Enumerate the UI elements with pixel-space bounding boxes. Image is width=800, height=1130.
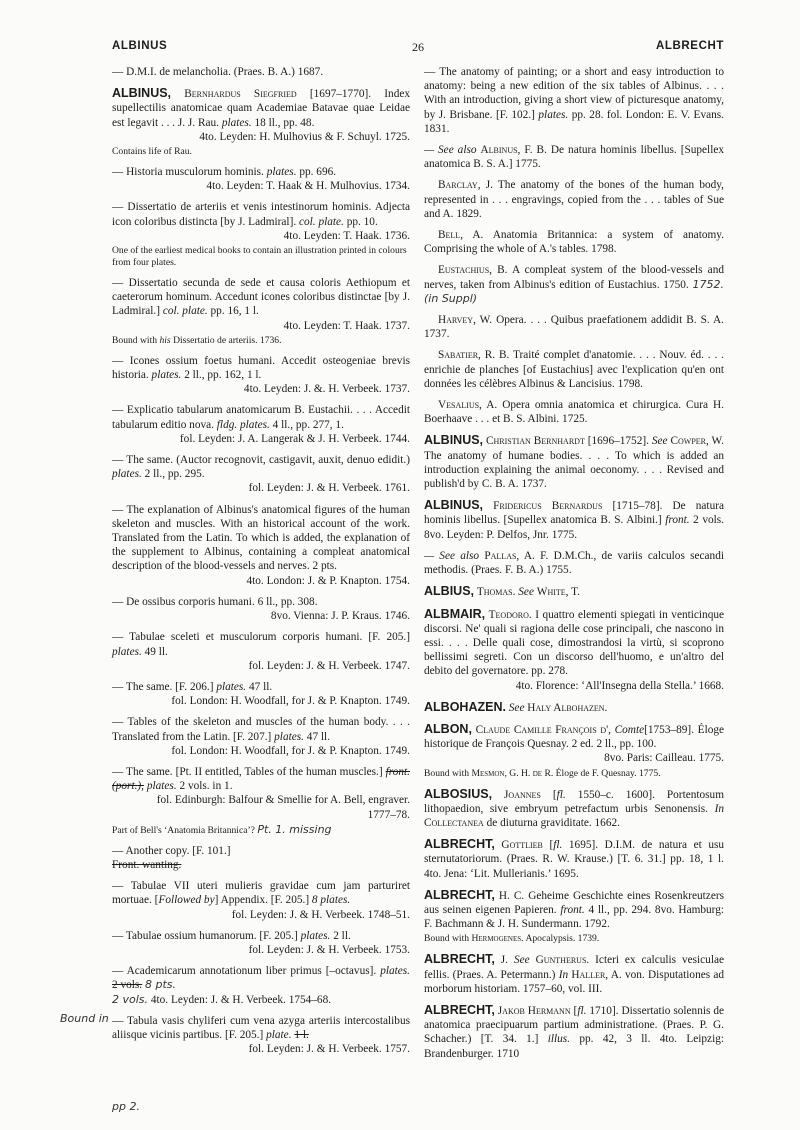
- catalog-entry: [112, 1014, 410, 1057]
- imprint: 4to. Jena: ‘Lit. Mullerianis.’ 1695.: [424, 867, 579, 880]
- entry-text: Geheime Geschichte eines Rosenkreutzers aus seinen eigenen Papieren.: [424, 889, 724, 916]
- cross-reference: White, T.: [536, 586, 581, 599]
- collation: 49 ll.: [144, 645, 168, 658]
- catalog-entry: [424, 607, 724, 693]
- author-name: J.: [500, 954, 509, 967]
- imprint: fol. Leyden: J. & H. Verbeek. 1761.: [248, 482, 410, 495]
- note-text: Éloge de F. Quesnay. 1775.: [555, 767, 661, 779]
- entry-text: Opera omnia anatomica et chirurgica. Cura H. Boerhaave . . . et B. S. Albini. 1725.: [424, 399, 724, 426]
- cross-reference: Eustachius, B.: [438, 264, 508, 277]
- collation: 2 vols. in 1.: [179, 780, 233, 793]
- catalog-entry: [112, 595, 410, 623]
- collation: 2 ll.: [333, 929, 351, 942]
- catalog-entry: [112, 276, 410, 347]
- imprint: fol. Leyden: J. A. Langerak & J. H. Verbeek. 1744.: [179, 432, 410, 445]
- entry-text: 1695]. D.I.M. de natura et usu sternutatoriorum. (Praes. R. W. Krause.) [T. 6. 31.] pp. 18, 1 l.: [424, 839, 725, 866]
- imprint: 4to. Florence: ‘All'Insegna della Stella.’ 1668.: [515, 679, 724, 692]
- catalog-entry: ALBRECHT, Jakob Hermann [fl. 1710]. Dissertatio solennis de anatomica praecipuarum partium administratione. (Praes. P. G. Schacher.) [T. 34. 1.] illus. pp. 42, 3 ll. 4to. Leipzig: Brandenburger. 1710: [424, 1002, 724, 1060]
- imprint: fol. Edinburgh: Balfour & Smellie for A. Bell, engraver.: [156, 794, 410, 807]
- entry-text: Followed by: [158, 894, 215, 907]
- entry-text: In: [558, 968, 569, 981]
- note-text: Hermogenes.: [471, 933, 524, 945]
- cross-reference: Cowper, W.: [670, 435, 724, 448]
- entry-text: ] Appendix. [F. 205.]: [214, 894, 310, 907]
- note: One of the earliest medical books to contain an illustration printed in colours from four plates.: [112, 245, 407, 269]
- plates-label: plates.: [538, 108, 569, 121]
- entry-text: — Academicarum annotationum liber primus [–octavus].: [112, 965, 377, 978]
- entry-text: The anatomy of the bones of the human body, represented in . . . engravings, copied from the . . . tables of Sue and A. 1829.: [424, 179, 725, 220]
- plates-label: plates.: [112, 468, 142, 481]
- collation: 4 ll., pp. 294.: [588, 903, 652, 916]
- entry-heading: ALBOSIUS,: [424, 786, 493, 801]
- entry-text: — Dissertatio de arteriis et venis intestinorum hominis. Adjecta icon coloribus distincta [by J. Ladmiral].: [112, 201, 410, 228]
- entry-heading: ALBON,: [424, 721, 472, 736]
- imprint: 8vo. Hamburg: F. Bachmann & J. H. Sundermann. 1792.: [424, 903, 725, 931]
- plates-label: plates.: [146, 780, 177, 793]
- entry-text: Anatomia Britannica: a system of anatomy. Comprising the whole of A.'s tables. 1798.: [424, 229, 725, 256]
- entry-text: A. von. Disputationes ad morborum historiam. 1757–60, vol. III.: [424, 968, 725, 995]
- plates-label: plates.: [274, 730, 304, 743]
- handwritten-annotation: 1752. (in Suppl): [424, 277, 724, 305]
- struck-text: 2 vols.: [112, 979, 143, 992]
- note-text: Part of Bell's ‘Anatomia Britannica’?: [112, 824, 255, 836]
- entry-text: — Tables of the skeleton and muscles of the human body. . . . Translated from the Latin. [F. 207.]: [112, 716, 410, 743]
- entry-text: A compleat system of the blood-vessels and nerves, taken from Albinus's edition of Eustachius. 1750.: [424, 264, 724, 291]
- entry-text: D.M.Ch., de variis calculos secandi methodis. (Praes. F. B. A.) 1755.: [424, 549, 724, 577]
- author-name: H. C.: [498, 889, 525, 902]
- note: [112, 824, 410, 837]
- imprint: 4to. Leyden: H. Mulhovius & F. Schuyl. 1725.: [199, 130, 410, 143]
- catalog-entry: [112, 86, 410, 158]
- note: [112, 335, 410, 347]
- note-text: Dissertatio de arteriis. 1736.: [173, 334, 282, 346]
- cross-reference: Albinus, F. B.: [480, 144, 547, 157]
- collation: pp. 28.: [571, 108, 604, 121]
- plates-label: plates.: [216, 680, 247, 693]
- plates-label: fldg. plates.: [216, 418, 270, 431]
- cross-reference-entry: [424, 398, 724, 426]
- note-text: his: [159, 334, 171, 346]
- imprint: fol. Leyden: J. & H. Verbeek. 1748–51.: [231, 908, 410, 921]
- plates-label: plates.: [112, 645, 142, 658]
- catalog-entry: [112, 354, 410, 397]
- struck-text: 1 l.: [294, 1028, 309, 1041]
- imprint: 2 vols. 8vo. Leyden: P. Delfos, Jnr. 1775.: [424, 514, 724, 541]
- catalog-entry: [112, 715, 410, 758]
- cross-reference: Collectanea: [424, 816, 484, 829]
- catalog-entry: ALBOSIUS, Joannes [fl. 1550–c. 1600]. Portentosum lithopaedion, sive embryum petrefactum urbis Senonensis. In Collectanea de diuturna graviditate. 1662.: [424, 786, 725, 829]
- collation: 2 ll., pp. 295.: [144, 468, 205, 481]
- catalog-entry: [112, 964, 410, 1007]
- catalog-entry: [424, 65, 724, 136]
- author-title: Comte: [614, 723, 645, 736]
- plates-label: plate.: [266, 1028, 292, 1041]
- imprint: fol. Leyden: J. & H. Verbeek. 1753.: [248, 943, 410, 956]
- entry-text: The anatomy of humane bodies. . . . To which is added an introduction explaining the animal oeconomy. . . . Revised and publish'd by C. B. A. 1737.: [424, 449, 724, 491]
- catalog-entry: [112, 165, 410, 193]
- entry-text: — The explanation of Albinus's anatomical figures of the human skeleton and muscles. With an historical account of the work. Translated from the Latin. To which is added, the explanation of the supplement to Albinus, containing a compleat anatomical description of the blood-vessels and nerves. 2 pts.: [112, 503, 410, 573]
- entry-heading: ALBIUS,: [424, 584, 474, 599]
- cross-reference: Guntherus.: [535, 954, 590, 967]
- catalog-entry: [424, 700, 724, 715]
- entry-text: — D.M.I. de melancholia. (Praes. B. A.) 1687.: [112, 66, 324, 78]
- entry-text: — Tabulae sceleti et musculorum corporis humani. [F. 205.]: [112, 631, 410, 644]
- floruit: fl.: [577, 1004, 587, 1017]
- catalog-entry: [424, 143, 724, 171]
- catalog-entry: [424, 888, 724, 946]
- author-name: Joannes: [504, 788, 541, 801]
- plates-label: illus.: [547, 1033, 571, 1046]
- imprint: 8vo. Paris: Cailleau. 1775.: [604, 752, 724, 765]
- entry-text: 1550–c. 1600]. Portentosum lithopaedion, sive embryum petrefactum urbis Senonensis.: [424, 788, 724, 815]
- collation: 18 ll., pp. 48.: [254, 116, 315, 129]
- entry-heading: ALBMAIR,: [424, 606, 486, 621]
- imprint: 4to. Leyden: T. Haak. 1736.: [283, 229, 410, 242]
- collation: pp. 42, 3 ll.: [579, 1033, 651, 1046]
- cross-reference: Haly Albohazen.: [527, 701, 608, 714]
- entry-text: — Tabula vasis chyliferi cum vena azyga arteriis intercostalibus aliisque vicinis partibus. [F. 205.]: [112, 1014, 410, 1041]
- catalog-entry: [112, 453, 410, 496]
- catalog-entry: [112, 844, 410, 872]
- catalog-entry: [112, 879, 410, 922]
- catalog-entry: [424, 549, 724, 577]
- author-name: Bernhardus Siegfried: [184, 88, 297, 101]
- see-also: See: [513, 954, 530, 967]
- running-head-left: ALBINUS: [112, 40, 168, 52]
- cross-reference-entry: [424, 263, 724, 306]
- cross-reference: Barclay, J.: [438, 179, 493, 192]
- plates-label: plates.: [221, 116, 252, 129]
- entry-text: — Explicatio tabularum anatomicarum B. Eustachii. . . . Accedit tabularum editio nova.: [112, 404, 410, 431]
- handwritten-margin-note: pp 2.: [112, 1100, 140, 1113]
- author-name: Claude Camille François d',: [475, 723, 611, 736]
- entry-text: [1696–1752].: [587, 435, 649, 448]
- imprint: fol. London: H. Woodfall, for J. & P. Knapton. 1749.: [171, 695, 410, 708]
- imprint: fol. Leyden: J. & H. Verbeek. 1757.: [248, 1043, 410, 1056]
- plates-label: plates.: [380, 965, 410, 978]
- entry-text: — Tabulae ossium humanorum. [F. 205.]: [112, 929, 298, 942]
- cross-reference: Sabatier, R. B.: [438, 349, 510, 362]
- imprint: fol. Leyden: J. & H. Verbeek. 1747.: [248, 659, 410, 672]
- handwritten-margin-note: Bound in: [60, 1012, 109, 1025]
- entry-text: I quattro elementi spiegati in venticinque discorsi. Ne' quali si ragiona delle cose principali, che nascono in essi. . . . Delle quali cose, dimostrandosi la virtù, si scoprono bellissimi segreti. Con un discorso dell'huomo, e un'altro del debito del governatore. pp. 278.: [424, 608, 725, 678]
- collation: 47 ll.: [248, 680, 273, 693]
- imprint: 4to. Leyden: T. Haak & H. Mulhovius. 1734.: [206, 180, 410, 193]
- collation: 4 ll., pp. 277, 1.: [272, 418, 344, 431]
- catalog-entry: [424, 433, 724, 491]
- entry-text: — The same. [F. 206.]: [112, 680, 214, 693]
- entry-text: Opera. . . . Quibus praefationem addidit B. S. A. 1737.: [424, 314, 725, 341]
- entry-text: De natura hominis libellus. [Supellex anatomica B. S. A.] 1775.: [424, 144, 724, 171]
- entry-heading: ALBRECHT,: [424, 837, 495, 852]
- handwritten-annotation: 2 vols.: [112, 992, 149, 1006]
- entry-text: Icteri ex calculis vesiculae fellis. (Praes. A. Petermann.): [424, 954, 724, 981]
- plates-label: col. plate.: [162, 305, 208, 318]
- catalog-entry: [112, 200, 410, 269]
- plates-label: front.: [560, 903, 585, 916]
- see-also: See: [518, 586, 534, 599]
- entry-text: — Another copy. [F. 101.]: [112, 844, 231, 857]
- plates-label: front.: [665, 514, 690, 527]
- catalog-entry: [112, 929, 410, 957]
- author-name: Christian Bernhardt: [485, 435, 585, 448]
- plates-label: plates.: [266, 166, 297, 179]
- entry-text: — Historia musculorum hominis.: [112, 166, 264, 179]
- imprint: 4to. London: J. & P. Knapton. 1754.: [246, 574, 410, 587]
- catalog-entry: [112, 765, 410, 837]
- imprint-date: 1777–78.: [367, 808, 410, 821]
- collation: pp. 16, 1 l.: [210, 305, 259, 318]
- cross-reference: Vesalius, A.: [438, 399, 498, 412]
- page-header: [112, 40, 724, 60]
- entry-text: — The same. (Auctor recognovit, castigavit, auxit, denuo edidit.): [112, 454, 410, 467]
- cross-reference: Haller,: [571, 968, 609, 981]
- entry-text: — The anatomy of painting; or a short and easy introduction to anatomy: being a new edition of the six tables of Albinus. . . . With an introduction, giving a short view of picturesque anatomy, by J. Brisbane. [F. 102.]: [424, 66, 724, 121]
- see-also: See: [508, 701, 525, 714]
- left-column: [112, 65, 410, 1063]
- plates-label: plates.: [151, 369, 182, 382]
- catalog-entry: [112, 403, 410, 446]
- cross-reference-entry: [424, 228, 724, 256]
- note: Contains life of Rau.: [112, 146, 192, 158]
- imprint: 4to. Leyden: J. & H. Verbeek. 1754–68.: [150, 993, 332, 1006]
- author-name: Jakob Hermann: [497, 1004, 571, 1017]
- imprint: 4to. Leyden: T. Haak. 1737.: [283, 319, 410, 332]
- collation: pp. 10.: [346, 215, 378, 228]
- see-also: — See also: [424, 144, 477, 157]
- page-number: 26: [412, 40, 424, 54]
- catalog-entry: [112, 630, 410, 673]
- plates-label: 8 plates.: [311, 894, 351, 907]
- note-text: Bound with: [424, 767, 470, 779]
- author-name: Thomas.: [476, 586, 516, 599]
- entry-text: — Dissertatio secunda de sede et causa coloris Aethiopum et caeterorum hominum. Accedunt icones coloribus distinctae [by J. Ladmiral.]: [112, 277, 410, 318]
- entry-heading: ALBINUS,: [424, 433, 484, 448]
- cross-reference-entry: [424, 348, 724, 391]
- entry-text: In: [714, 802, 725, 815]
- collation: 47 ll.: [306, 730, 331, 743]
- imprint: 4to. Leipzig: Brandenburger. 1710: [424, 1033, 724, 1060]
- collation: pp. 696.: [299, 166, 337, 179]
- catalog-entry: [424, 952, 724, 996]
- see-also: See: [651, 435, 668, 448]
- entry-text: — De ossibus corporis humani. 6 ll., pp. 308.: [112, 595, 318, 608]
- imprint: fol. London: H. Woodfall, for J. & P. Knapton. 1749.: [171, 744, 410, 757]
- catalog-entry: [112, 65, 410, 79]
- see-also: — See also: [424, 549, 480, 562]
- entry-heading: ALBINUS,: [112, 86, 172, 101]
- entry-text: Traité complet d'anatomie. . . . Nouv. éd. . . . enrichie de planches [of Eustachius] avec l'explication qu'en ont données les célèbres Albinus & Lancisius. 1798.: [424, 349, 724, 390]
- floruit: fl.: [553, 839, 563, 852]
- note-text: Bound with: [112, 334, 158, 346]
- running-head-right: ALBRECHT: [655, 40, 724, 52]
- cross-reference: Bell, A.: [438, 229, 484, 242]
- handwritten-annotation: 8 pts.: [144, 978, 176, 992]
- entry-text: [1753–89]. Éloge historique de François Quesnay. 2 ed. 2 ll., pp. 100.: [424, 723, 725, 751]
- entry-text: [1715–78]. De natura hominis libellus. [Supellex anatomica B. S. Albini.]: [424, 500, 724, 527]
- note-text: Apocalypsis. 1739.: [525, 933, 600, 945]
- entry-text: — Tabulae VII uteri mulieris gravidae cum jam parturiret mortuae. [: [112, 880, 410, 907]
- struck-text: Front. wanting.: [112, 858, 182, 871]
- cross-reference-entry: [424, 178, 724, 221]
- entry-heading: ALBRECHT,: [424, 952, 495, 967]
- entry-heading: ALBRECHT,: [424, 887, 495, 902]
- cross-reference: Pallas, A. F.: [484, 549, 549, 562]
- imprint: fol. London: E. V. Evans. 1831.: [424, 108, 724, 135]
- collation: 2 ll., pp. 162, 1 l.: [184, 369, 262, 382]
- catalog-entry: ALBRECHT, Gottlieb [fl. 1695]. D.I.M. de natura et usu sternutatoriorum. (Praes. R. W. Krause.) [T. 6. 31.] pp. 18, 1 l. 4to. Jena: ‘Lit. Mullerianis.’ 1695.: [424, 837, 725, 880]
- entry-text: de diuturna graviditate. 1662.: [486, 816, 620, 829]
- imprint: 4to. Leyden: J. &. H. Verbeek. 1737.: [243, 383, 410, 396]
- entry-heading: ALBRECHT,: [424, 1002, 495, 1017]
- note: [424, 933, 724, 945]
- note-text: Mesmon, G. H. de R.: [471, 767, 554, 779]
- entry-text: 1710]. Dissertatio solennis de anatomica praecipuarum partium administratione. (Praes. P. G. Schacher.) [T. 34. 1.]: [424, 1004, 724, 1046]
- plates-label: col. plate.: [299, 215, 344, 228]
- note: [424, 768, 724, 780]
- entry-text: [1697–1770]. Index supellectilis anatomicae quam Academiae Batavae quae Leidae est legavit . . . J. J. Rau.: [112, 88, 411, 129]
- catalog-entry: [112, 680, 410, 708]
- handwritten-annotation: Pt. 1. missing: [257, 822, 332, 836]
- entry-heading: ALBINUS,: [424, 498, 484, 513]
- catalog-entry: [424, 584, 724, 599]
- plates-label: plates.: [300, 929, 331, 942]
- struck-text: front. (port.),: [112, 765, 410, 793]
- entry-text: — The same. [Pt. II entitled, Tables of the human muscles.]: [112, 765, 383, 778]
- right-column: [424, 65, 724, 1068]
- entry-heading: ALBOHAZEN.: [424, 699, 506, 714]
- entry-text: — Icones ossium foetus humani. Accedit osteogeniae brevis historia.: [112, 354, 410, 382]
- catalog-entry: [424, 722, 724, 780]
- author-name: Fridericus Bernardus: [493, 500, 603, 513]
- author-name: Teodoro.: [488, 608, 532, 621]
- imprint: 8vo. Vienna: J. P. Kraus. 1746.: [270, 610, 410, 623]
- catalog-entry: [424, 498, 724, 542]
- author-name: Gottlieb: [501, 839, 543, 852]
- cross-reference-entry: [424, 313, 724, 341]
- cross-reference: Harvey, W.: [438, 314, 493, 327]
- note-text: Bound with: [424, 933, 470, 945]
- floruit: fl.: [556, 788, 566, 801]
- catalog-entry: [112, 503, 410, 588]
